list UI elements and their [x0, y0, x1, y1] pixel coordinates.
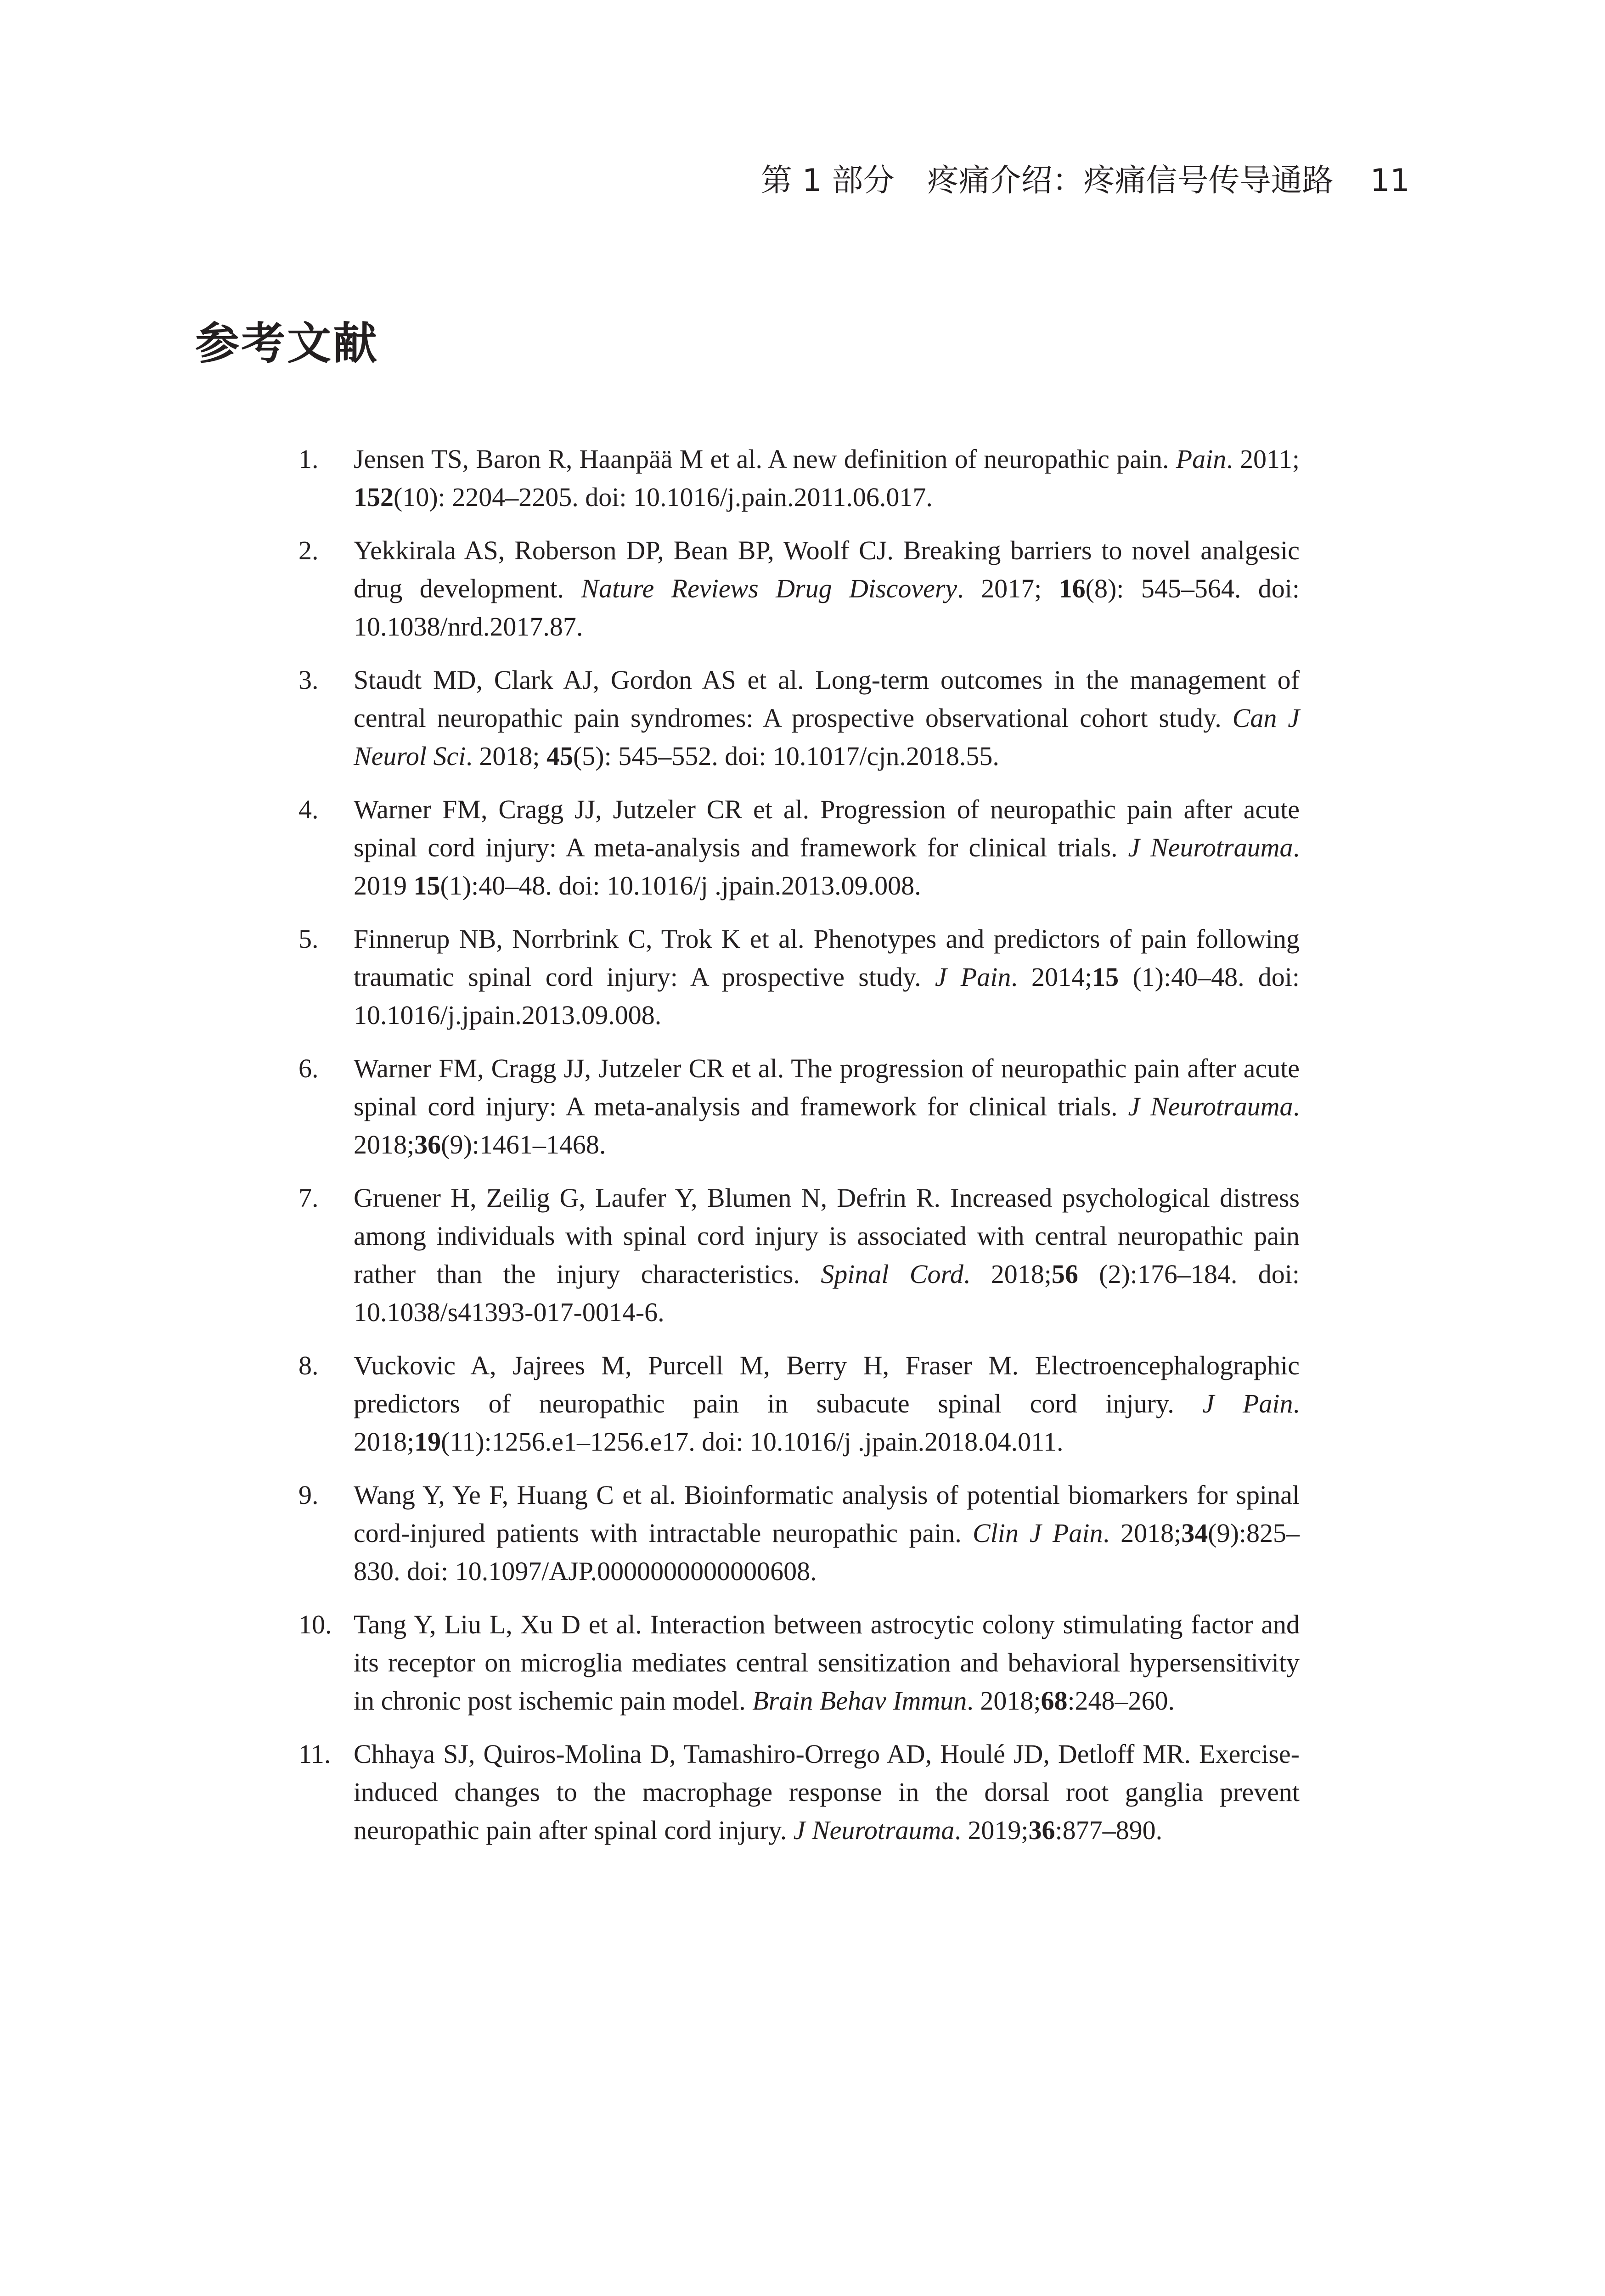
reference-number: 8.: [298, 1351, 319, 1380]
reference-text-segment: . 2014;: [1011, 962, 1093, 992]
reference-text-segment: . 2018;: [1103, 1518, 1182, 1548]
reference-journal: Brain Behav Immun: [752, 1686, 967, 1716]
running-head-chapter: 疼痛介绍：疼痛信号传导通路: [927, 163, 1334, 199]
reference-text-segment: . 2018;: [354, 1092, 1300, 1159]
reference-text-segment: (1):40–48. doi: 10.1016/j .jpain.2013.09.008.: [440, 871, 921, 900]
reference-text: [354, 790, 1300, 905]
reference-item: [298, 920, 1300, 1034]
reference-journal: Can J Neurol Sci: [354, 703, 1300, 771]
reference-text-segment: . 2017;: [957, 574, 1059, 603]
reference-text-segment: Gruener H, Zeilig G, Laufer Y, Blumen N, Defrin R. Increased psychological distress among individuals with spinal cord injury is associated with central neuropathic pain rather than the injury characteristics.: [354, 1183, 1300, 1289]
reference-number: 7.: [298, 1183, 319, 1213]
reference-text-segment: (8): 545–564. doi: 10.1038/nrd.2017.87.: [354, 574, 1300, 642]
reference-journal: J Neurotrauma: [793, 1815, 955, 1845]
running-head: [761, 165, 1410, 197]
reference-text-segment: Chhaya SJ, Quiros-Molina D, Tamashiro-Orrego AD, Houlé JD, Detloff MR. Exercise-induced changes to the macrophage response in the dorsal root ganglia prevent neuropathic pain after spinal cord injury.: [354, 1739, 1300, 1845]
reference-number: 4.: [298, 794, 319, 824]
reference-text-segment: (9):1461–1468.: [441, 1130, 606, 1159]
reference-number: 2.: [298, 535, 319, 565]
reference-text-segment: (9):825–830. doi: 10.1097/AJP.0000000000000608.: [354, 1518, 1300, 1586]
reference-journal: J Pain: [1202, 1389, 1293, 1418]
reference-journal: J Pain: [935, 962, 1011, 992]
reference-volume: 19: [414, 1427, 441, 1457]
reference-number: 3.: [298, 665, 319, 695]
reference-journal: J Neurotrauma: [1128, 833, 1293, 862]
reference-item: [298, 1476, 1300, 1590]
reference-text-segment: :877–890.: [1055, 1815, 1163, 1845]
reference-journal: J Neurotrauma: [1128, 1092, 1293, 1121]
reference-number: 10.: [298, 1609, 332, 1639]
reference-text-segment: (11):1256.e1–1256.e17. doi: 10.1016/j .jpain.2018.04.011.: [441, 1427, 1064, 1457]
reference-volume: 152: [354, 482, 394, 512]
reference-text-segment: . 2018;: [963, 1259, 1052, 1289]
reference-text: [354, 1476, 1300, 1590]
reference-text-segment: Staudt MD, Clark AJ, Gordon AS et al. Long-term outcomes in the management of central neuropathic pain syndromes: A prospective observational cohort study.: [354, 665, 1300, 733]
reference-volume: 68: [1041, 1686, 1068, 1716]
reference-item: [298, 1346, 1300, 1461]
reference-text: [354, 1179, 1300, 1331]
reference-text-segment: . 2019;: [954, 1815, 1029, 1845]
reference-text-segment: . 2018;: [967, 1686, 1041, 1716]
reference-text: [354, 1735, 1300, 1849]
reference-number: 11.: [298, 1739, 331, 1769]
reference-number: 1.: [298, 444, 319, 474]
reference-text: [354, 440, 1300, 516]
reference-text-segment: (1):40–48. doi: 10.1016/j.jpain.2013.09.008.: [354, 962, 1300, 1030]
reference-item: [298, 531, 1300, 646]
reference-list: [298, 440, 1300, 1864]
reference-text-segment: . 2011;: [1226, 444, 1300, 474]
reference-volume: 15: [1092, 962, 1119, 992]
reference-text-segment: . 2018;: [466, 741, 546, 771]
reference-item: [298, 661, 1300, 775]
reference-volume: 15: [413, 871, 440, 900]
reference-text: [354, 920, 1300, 1034]
reference-text: [354, 1049, 1300, 1164]
reference-text-segment: Warner FM, Cragg JJ, Jutzeler CR et al. The progression of neuropathic pain after acute spinal cord injury: A meta-analysis and framework for clinical trials.: [354, 1053, 1300, 1121]
reference-volume: 16: [1059, 574, 1086, 603]
reference-item: [298, 790, 1300, 905]
reference-text-segment: Vuckovic A, Jajrees M, Purcell M, Berry H, Fraser M. Electroencephalographic predictors of neuropathic pain in subacute spinal cord injury.: [354, 1351, 1300, 1418]
reference-text-segment: Jensen TS, Baron R, Haanpää M et al. A new definition of neuropathic pain.: [354, 444, 1176, 474]
reference-journal: Clin J Pain: [972, 1518, 1103, 1548]
reference-number: 9.: [298, 1480, 319, 1510]
running-head-part: 第 1 部分: [760, 163, 895, 199]
reference-text-segment: (5): 545–552. doi: 10.1017/cjn.2018.55.: [573, 741, 999, 771]
reference-item: [298, 440, 1300, 516]
reference-journal: Spinal Cord: [821, 1259, 963, 1289]
reference-text-segment: Tang Y, Liu L, Xu D et al. Interaction between astrocytic colony stimulating factor and its receptor on microglia mediates central sensitization and behavioral hypersensitivity in chronic post ischemic pain model.: [354, 1609, 1300, 1716]
reference-text: [354, 1605, 1300, 1720]
reference-volume: 45: [546, 741, 573, 771]
reference-item: [298, 1605, 1300, 1720]
reference-item: [298, 1049, 1300, 1164]
reference-volume: 36: [1028, 1815, 1055, 1845]
reference-number: 6.: [298, 1053, 319, 1083]
reference-volume: 56: [1051, 1259, 1078, 1289]
reference-item: [298, 1735, 1300, 1849]
reference-text: [354, 661, 1300, 775]
reference-text-segment: (2):176–184. doi: 10.1038/s41393-017-0014-6.: [354, 1259, 1300, 1327]
section-title: 参考文献: [195, 317, 379, 369]
reference-text-segment: (10): 2204–2205. doi: 10.1016/j.pain.2011.06.017.: [394, 482, 933, 512]
reference-volume: 34: [1181, 1518, 1208, 1548]
reference-text-segment: Wang Y, Ye F, Huang C et al. Bioinformatic analysis of potential biomarkers for spinal cord-injured patients with intractable neuropathic pain.: [354, 1480, 1300, 1548]
reference-text: [354, 1346, 1300, 1461]
reference-text: [354, 531, 1300, 646]
reference-item: [298, 1179, 1300, 1331]
reference-journal: Nature Reviews Drug Discovery: [581, 574, 957, 603]
reference-text-segment: Finnerup NB, Norrbrink C, Trok K et al. Phenotypes and predictors of pain following traumatic spinal cord injury: A prospective study.: [354, 924, 1300, 992]
reference-text-segment: . 2019: [354, 833, 1300, 900]
reference-text-segment: Yekkirala AS, Roberson DP, Bean BP, Woolf CJ. Breaking barriers to novel analgesic drug development.: [354, 535, 1300, 603]
page-number: 11: [1370, 163, 1410, 199]
reference-volume: 36: [414, 1130, 441, 1159]
reference-text-segment: :248–260.: [1067, 1686, 1175, 1716]
reference-journal: Pain: [1176, 444, 1227, 474]
reference-text-segment: . 2018;: [354, 1389, 1300, 1457]
reference-text-segment: Warner FM, Cragg JJ, Jutzeler CR et al. Progression of neuropathic pain after acute spinal cord injury: A meta-analysis and framework for clinical trials.: [354, 794, 1300, 862]
reference-number: 5.: [298, 924, 319, 954]
